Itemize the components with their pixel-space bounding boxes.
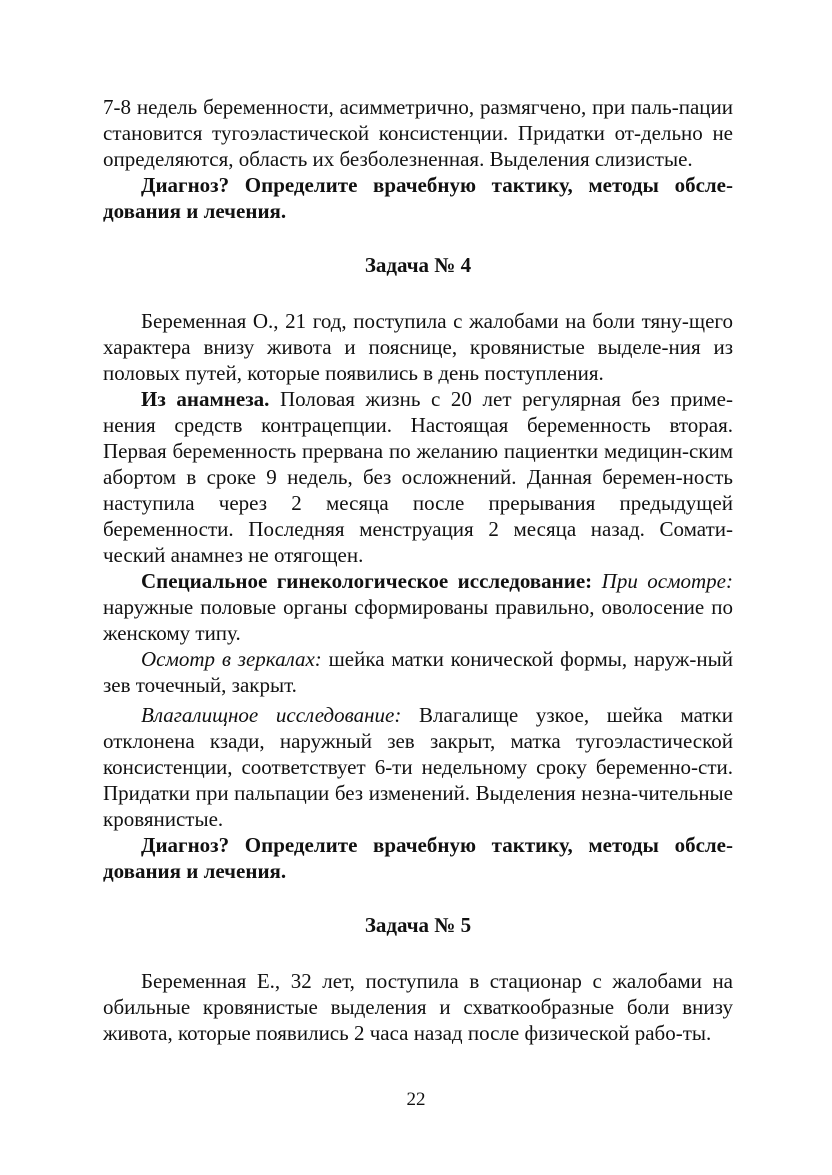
anamnesis-text: Половая жизнь с 20 лет регулярная без приме-нения средств контрацепции. Настоящая беременность вторая. Первая беременность прервана по желанию пациентки медицин-ским абортом в сроке 9 недель, без осложнений. Данная беремен-ность наступила через 2 месяца после прерывания предыдущей беременности. Последняя менструация 2 месяца назад. Сомати-ческий анамнез не отягощен. bbox=[103, 387, 733, 567]
vaginal-text: Влагалище узкое, шейка матки отклонена кзади, наружный зев закрыт, матка тугоэластической консистенции, соответствует 6-ти недельному сроку беременно-сти. Придатки при пальпации без изменений. Выделения незна-чительные кровянистые. bbox=[103, 703, 733, 831]
vaginal-label: Влагалищное исследование: bbox=[141, 703, 402, 727]
mirror-label: Осмотр в зеркалах: bbox=[141, 647, 322, 671]
anamnesis-label: Из анамнеза. bbox=[141, 387, 270, 411]
mirror-text: шейка матки конической формы, наруж-ный зев точечный, закрыт. bbox=[103, 647, 733, 697]
exam-italic: При осмотре: bbox=[592, 569, 734, 593]
task4-anamnesis bbox=[103, 386, 733, 568]
task3-question: Диагноз? Определите врачебную тактику, методы обсле-дования и лечения. bbox=[103, 173, 733, 223]
task4-vaginal bbox=[103, 702, 733, 832]
page-number: 22 bbox=[406, 1089, 426, 1110]
page-content bbox=[103, 94, 733, 1046]
exam-text: наружные половые органы сформированы правильно, оволосение по женскому типу. bbox=[103, 595, 733, 645]
task4-mirror bbox=[103, 646, 733, 698]
task4-question: Диагноз? Определите врачебную тактику, методы обсле-дования и лечения. bbox=[103, 833, 733, 883]
task4-intro: Беременная О., 21 год, поступила с жалобами на боли тяну-щего характера внизу живота и пояснице, кровянистые выделе-ния из половых путей, которые появились в день поступления. bbox=[103, 309, 733, 385]
task5-heading: Задача № 5 bbox=[364, 913, 472, 937]
task4-heading: Задача № 4 bbox=[364, 253, 472, 277]
continuation-paragraph: 7-8 недель беременности, асимметрично, размягчено, при паль-пации становится тугоэластической консистенции. Придатки от-дельно не определяются, область их безболезненная. Выделения слизистые. bbox=[103, 95, 733, 171]
task4-exam bbox=[103, 568, 733, 646]
task5-intro: Беременная Е., 32 лет, поступила в стационар с жалобами на обильные кровянистые выделения и схваткообразные боли внизу живота, которые появились 2 часа назад после физической рабо-ты. bbox=[103, 969, 733, 1045]
exam-label: Специальное гинекологическое исследование: bbox=[141, 569, 593, 593]
